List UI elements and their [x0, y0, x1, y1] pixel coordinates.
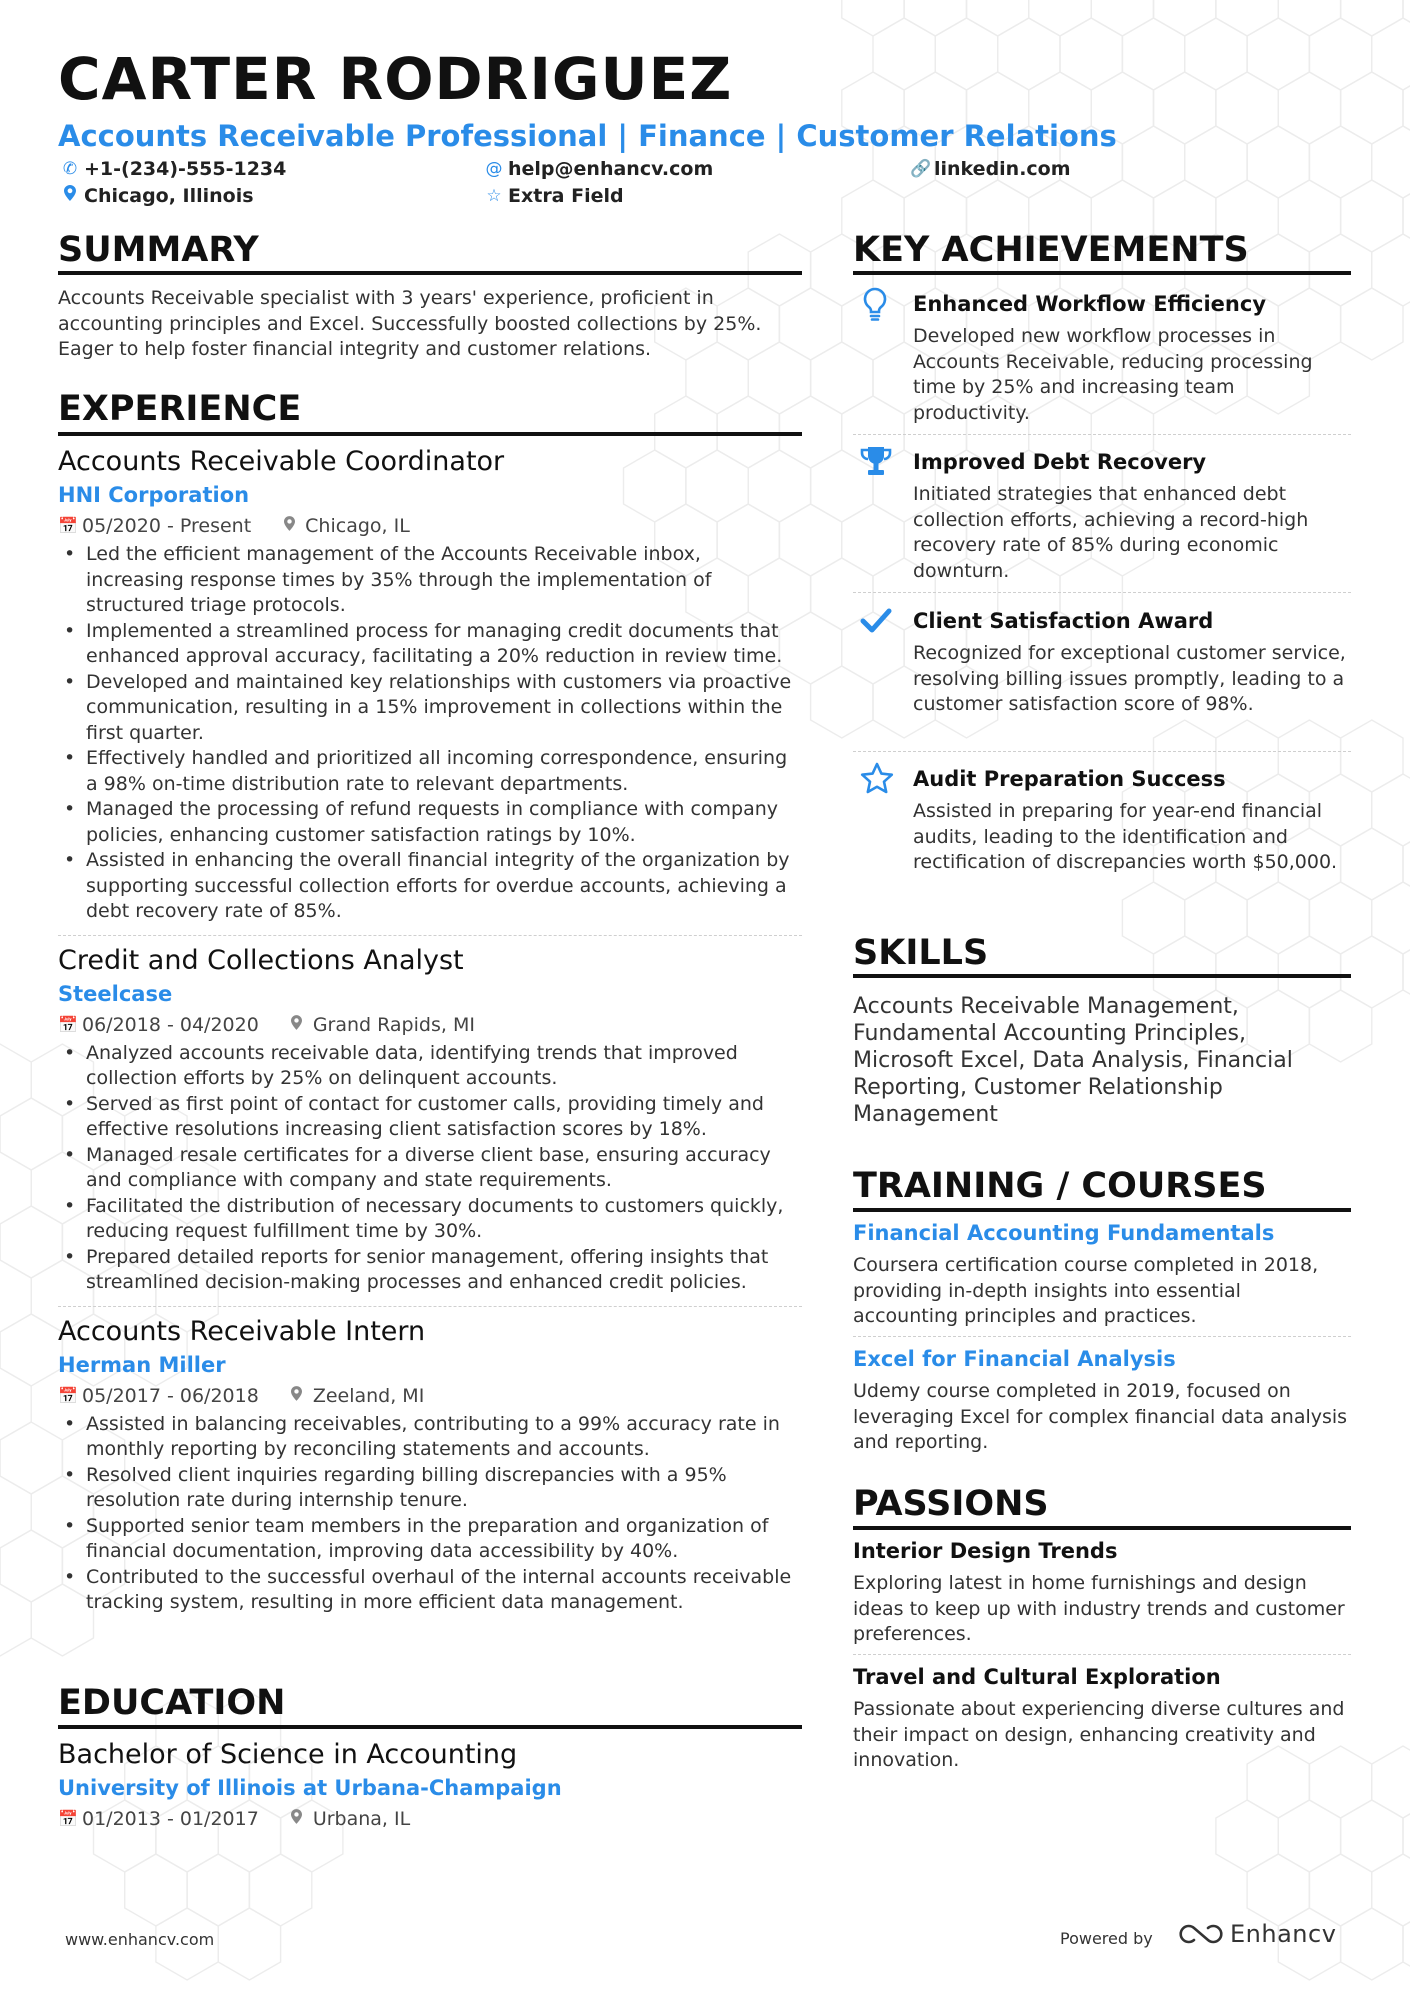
trophy-icon [859, 444, 895, 480]
job-bullet: • Managed the processing of refund requests in compliance with company policies, enhancing customer satisfaction ratings by 10%. [58, 797, 802, 848]
job-bullet: • Facilitated the distribution of necessary documents to customers quickly, reducing request fulfillment time by 30%. [58, 1194, 802, 1245]
passion-desc: Passionate about experiencing diverse cultures and their impact on design, enhancing creativity and innovation. [853, 1698, 1345, 1771]
job-title: Credit and Collections Analyst [58, 944, 464, 976]
footer-powered-by: Powered by [1060, 1929, 1153, 1948]
school-name[interactable]: University of Illinois at Urbana-Champaign [58, 1776, 562, 1800]
contact-phone[interactable] [60, 157, 286, 181]
candidate-headline: Accounts Receivable Professional | Finance | Customer Relations [58, 119, 1117, 153]
contact-email[interactable] [484, 157, 713, 181]
job-bullet: • Assisted in enhancing the overall financial integrity of the organization by supporting successful collection efforts for overdue accounts, achieving a debt recovery rate of 85%. [58, 848, 802, 925]
job-bullet: • Analyzed accounts receivable data, identifying trends that improved collection efforts by 25% on delinquent accounts. [58, 1041, 802, 1092]
achievement-desc: Initiated strategies that enhanced debt collection efforts, achieving a record-high recovery rate of 85% during economic downturn. [913, 483, 1309, 582]
passion-desc: Exploring latest in home furnishings and design ideas to keep up with industry trends and customer preferences. [853, 1572, 1345, 1645]
job-entry [58, 1315, 802, 1616]
achievement-title: Enhanced Workflow Efficiency [913, 292, 1267, 316]
contact-extra [484, 184, 624, 208]
calendar-icon: 📅 [58, 516, 78, 535]
company-name[interactable]: Herman Miller [58, 1352, 226, 1377]
education-divider [58, 1725, 802, 1729]
job-bullet: • Developed and maintained key relationships with customers via proactive communication, resulting in a 15% improvement in collections within the first quarter. [58, 670, 802, 747]
passion-separator [853, 1654, 1351, 1655]
job-location: Zeeland, MI [312, 1384, 425, 1407]
job-dates: 06/2018 - 04/2020 [82, 1013, 259, 1036]
course-title[interactable]: Excel for Financial Analysis [853, 1347, 1176, 1371]
education-location: Urbana, IL [312, 1808, 411, 1830]
job-dates: 05/2017 - 06/2018 [82, 1384, 259, 1407]
job-separator [58, 935, 802, 936]
job-bullet: • Resolved client inquiries regarding billing discrepancies with a 95% resolution rate during internship tenure. [58, 1463, 802, 1514]
job-meta [58, 513, 802, 539]
course-title[interactable]: Financial Accounting Fundamentals [853, 1221, 1275, 1245]
degree-title: Bachelor of Science in Accounting [58, 1739, 518, 1770]
phone-text: +1-(234)-555-1234 [84, 158, 287, 180]
enhancv-logo-mark-icon [1178, 1922, 1224, 1946]
education-dates: 01/2013 - 01/2017 [82, 1808, 259, 1830]
job-bullet: • Assisted in balancing receivables, contributing to a 99% accuracy rate in monthly reporting by reconciling statements and accounts. [58, 1412, 802, 1463]
job-location: Grand Rapids, MI [312, 1013, 475, 1036]
summary-text: Accounts Receivable specialist with 3 years' experience, proficient in accounting principles and Excel. Successfully boosted collections by 25%. Eager to help foster financial integrity and customer relations. [58, 287, 762, 360]
enhancv-logo-text: Enhancv [1230, 1920, 1337, 1948]
star-outline-icon: ☆ [486, 186, 502, 206]
company-name[interactable]: HNI Corporation [58, 483, 250, 507]
job-title: Accounts Receivable Intern [58, 1315, 426, 1347]
job-bullet: • Contributed to the successful overhaul of the internal accounts receivable tracking system, resulting in more efficient data management. [58, 1565, 802, 1616]
achievement-separator [853, 592, 1351, 593]
location-pin-icon [281, 513, 297, 539]
enhancv-logo[interactable] [1178, 1920, 1336, 1948]
job-bullet: • Supported senior team members in the preparation and organization of financial documentation, improving data accessibility by 40%. [58, 1514, 802, 1565]
job-bullet: • Effectively handled and prioritized all incoming correspondence, ensuring a 98% on-time distribution rate to relevant departments. [58, 746, 802, 797]
achievement-title: Improved Debt Recovery [913, 450, 1207, 474]
contact-linkedin[interactable] [910, 157, 1071, 181]
experience-list [58, 445, 802, 1616]
location-text: Chicago, Illinois [84, 185, 254, 207]
candidate-name: CARTER RODRIGUEZ [58, 45, 733, 113]
email-text: help@enhancv.com [508, 158, 714, 180]
calendar-icon: 📅 [58, 1809, 78, 1828]
achievement-separator [853, 434, 1351, 435]
location-pin-icon [289, 1806, 305, 1832]
lightbulb-icon [859, 286, 895, 322]
calendar-icon: 📅 [58, 1014, 78, 1034]
education-entry [58, 1738, 802, 1832]
job-separator [58, 1306, 802, 1307]
passion-title: Interior Design Trends [853, 1539, 1118, 1563]
job-bullets [58, 542, 802, 925]
job-meta [58, 1012, 802, 1038]
job-bullet: • Served as first point of contact for customer calls, providing timely and effective resolutions increasing client satisfaction scores by 18%. [58, 1092, 802, 1143]
summary-divider [58, 271, 802, 275]
achievement-desc: Assisted in preparing for year-end financial audits, leading to the identification and rectification of discrepancies worth $50,000. [913, 800, 1338, 873]
passion-title: Travel and Cultural Exploration [853, 1665, 1221, 1689]
star-icon [859, 761, 895, 797]
experience-heading: EXPERIENCE [58, 389, 302, 429]
calendar-icon: 📅 [58, 1385, 78, 1405]
job-bullet: • Implemented a streamlined process for managing credit documents that enhanced approval accuracy, facilitating a 20% reduction in review time. [58, 619, 802, 670]
job-meta [58, 1383, 802, 1409]
linkedin-text: linkedin.com [934, 158, 1071, 180]
course-desc: Udemy course completed in 2019, focused on leveraging Excel for complex financial data analysis and reporting. [853, 1380, 1348, 1453]
skills-text: Accounts Receivable Management, Fundamental Accounting Principles, Microsoft Excel, Data Analysis, Financial Reporting, Customer Relationship Management [853, 994, 1293, 1127]
achievements-heading: KEY ACHIEVEMENTS [853, 230, 1249, 270]
education-meta [58, 1806, 802, 1832]
summary-heading: SUMMARY [58, 230, 259, 270]
checkmark-icon [859, 603, 895, 639]
achievement-separator [853, 751, 1351, 752]
job-location: Chicago, IL [305, 515, 410, 537]
course-desc: Coursera certification course completed in 2018, providing in-depth insights into essential accounting principles and practices. [853, 1254, 1319, 1327]
location-pin-icon [289, 1012, 305, 1038]
location-pin-icon [60, 184, 80, 208]
experience-divider [58, 432, 802, 436]
extra-text: Extra Field [508, 185, 624, 207]
phone-icon: ✆ [62, 159, 78, 179]
job-entry [58, 944, 802, 1296]
training-heading: TRAINING / COURSES [853, 1166, 1267, 1206]
skills-divider [853, 974, 1351, 978]
link-icon: 🔗 [910, 159, 932, 179]
achievements-divider [853, 271, 1351, 275]
achievement-title: Audit Preparation Success [913, 767, 1226, 791]
job-bullets [58, 1041, 802, 1296]
job-bullet: • Managed resale certificates for a diverse client base, ensuring accuracy and compliance with company and state requirements. [58, 1143, 802, 1194]
achievement-desc: Recognized for exceptional customer service, resolving billing issues promptly, leading to a customer satisfaction score of 98%. [913, 642, 1346, 715]
location-pin-icon [289, 1383, 305, 1409]
passions-divider [853, 1526, 1351, 1530]
achievement-item [853, 444, 1351, 594]
job-bullet: • Prepared detailed reports for senior management, offering insights that streamlined decision-making processes and enhanced credit policies. [58, 1245, 802, 1296]
job-entry [58, 445, 802, 925]
job-dates: 05/2020 - Present [82, 515, 252, 537]
achievement-item [853, 603, 1351, 753]
footer-website-link[interactable]: www.enhancv.com [65, 1930, 215, 1949]
contact-location [60, 184, 254, 208]
education-heading: EDUCATION [58, 1683, 286, 1723]
achievement-desc: Developed new workflow processes in Accounts Receivable, reducing processing time by 25% and increasing team productivity. [913, 325, 1313, 424]
skills-heading: SKILLS [853, 933, 989, 973]
achievement-item [853, 286, 1351, 436]
job-bullets [58, 1412, 802, 1616]
achievement-title: Client Satisfaction Award [913, 609, 1214, 633]
achievement-item [853, 761, 1351, 911]
job-bullet: • Led the efficient management of the Accounts Receivable inbox, increasing response times by 35% through the implementation of structured triage protocols. [58, 542, 802, 619]
course-separator [853, 1336, 1351, 1337]
job-title: Accounts Receivable Coordinator [58, 446, 505, 477]
company-name[interactable]: Steelcase [58, 981, 173, 1006]
passions-heading: PASSIONS [853, 1484, 1049, 1524]
at-icon: @ [485, 159, 503, 179]
training-divider [853, 1208, 1351, 1212]
